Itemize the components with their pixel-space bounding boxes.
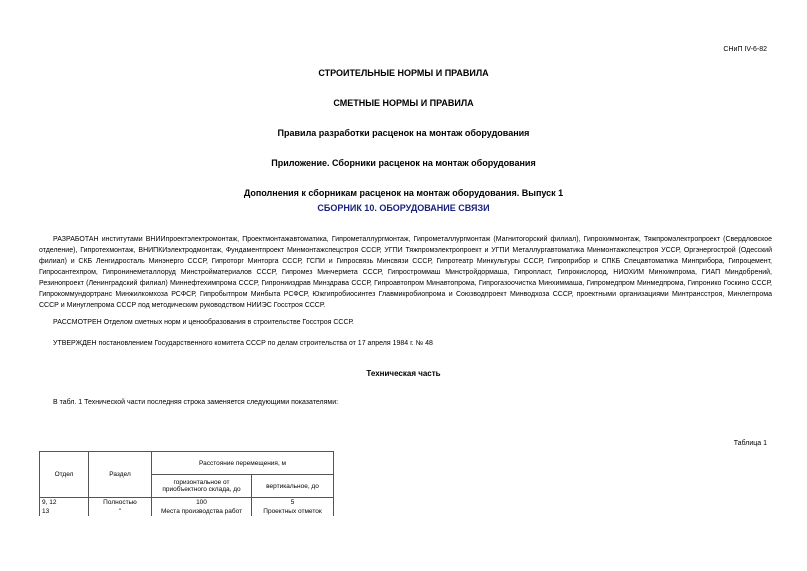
rules-heading: Правила разработки расценок на монтаж оборудования xyxy=(277,128,530,138)
cell-vertical: 5 xyxy=(252,498,334,508)
cell-dept: 13 xyxy=(40,507,89,516)
header-distance: Расстояние перемещения, м xyxy=(152,452,334,475)
cell-section: " xyxy=(89,507,152,516)
table-label: Таблица 1 xyxy=(733,440,767,447)
cell-section: Полностью xyxy=(89,498,152,508)
table-row xyxy=(40,498,334,508)
additions-heading: Дополнения к сборникам расценок на монтаж оборудования. Выпуск 1 xyxy=(243,188,564,198)
cell-horizontal: 100 xyxy=(152,498,252,508)
appendix-heading: Приложение. Сборники расценок на монтаж оборудования xyxy=(271,158,536,168)
header-section: Раздел xyxy=(89,452,152,498)
developed-paragraph: РАЗРАБОТАН институтами ВНИИпроектэлектромонтаж, Проектмонтажавтоматика, Гипрометаллургмонтаж, Гипрометаллургмонтаж (Магнитогорский филиал), Гипрохиммонтаж, Тяжпромэлектропроект (Свердловское отделение), Гипротехмонтаж, ВНИПКИэлектродмонтаж, Фундаментпроект Минмонтажспецстроя СССР, УГПИ Тяжпромэлектропроект и УГПИ Металлургавтоматика Минмонтажспецстроя УССР, Оргэнергострой (Одесский филиал) и СКБ Ленгидросталь Минэнерго СССР, Гипроторг Минторга СССР, ГСПИ и Гипросвязь Минсвязи СССР, Гипротеатр Минкультуры СССР, Гипроприбор и СПКБ Спецавтоматика Минприбора, Гипроцемент, Гипросантехпром, Гипронинеметаллоруд Минстройматериалов СССР, Гипромез Минчермета СССР, Гипростроммаш Минстройдормаша, Гипропласт, Гипрокислород, НИОХИМ Минхимпрома, ГИАП Миндобрений, Резинопроект (Ленинградский филиал) Миннефтехимпрома СССР, Гипронииздрав Минздрава СССР, Гипроавтопром Минавтопрома, Гипрогазоочистка Минхиммаша, Гипромедпром Минмедпрома, Гипронико Госкино СССР, Гипрокоммундортранс Минжилкомхоза РСФСР, Гипробытпром Минбыта РСФСР, Южгипробиосинтез Главмикробиопрома и Союзводпроект Минводхоза СССР, проектными организациями Минтрансстроя, Минлегпрома СССР и Минуглепрома СССР под методическим руководством НИИЭС Госстроя СССР. xyxy=(39,236,772,309)
collection-heading: СБОРНИК 10. ОБОРУДОВАНИЕ СВЯЗИ xyxy=(317,203,490,213)
header-vertical: вертикальное, до xyxy=(252,475,334,498)
document-title: СТРОИТЕЛЬНЫЕ НОРМЫ И ПРАВИЛА xyxy=(318,68,489,78)
header-dept: Отдел xyxy=(40,452,89,498)
intro-paragraph: В табл. 1 Технической части последняя строка заменяется следующими показателями: xyxy=(53,399,339,406)
distance-table xyxy=(39,451,334,516)
document-code: СНиП IV-6-82 xyxy=(723,46,767,53)
approved-paragraph: УТВЕРЖДЕН постановлением Государственного комитета СССР по делам строительства от 17 апреля 1984 г. № 48 xyxy=(53,340,433,347)
technical-part-heading: Техническая часть xyxy=(366,369,441,378)
cell-dept: 9, 12 xyxy=(40,498,89,508)
cell-vertical: Проектных отметок xyxy=(252,507,334,516)
cell-horizontal: Места производства работ xyxy=(152,507,252,516)
reviewed-paragraph: РАССМОТРЕН Отделом сметных норм и ценообразования в строительстве Госстроя СССР. xyxy=(53,319,354,326)
document-subtitle: СМЕТНЫЕ НОРМЫ И ПРАВИЛА xyxy=(333,98,474,108)
table-row xyxy=(40,507,334,516)
header-horizontal: горизонтальное от приобъектного склада, до xyxy=(152,475,252,498)
